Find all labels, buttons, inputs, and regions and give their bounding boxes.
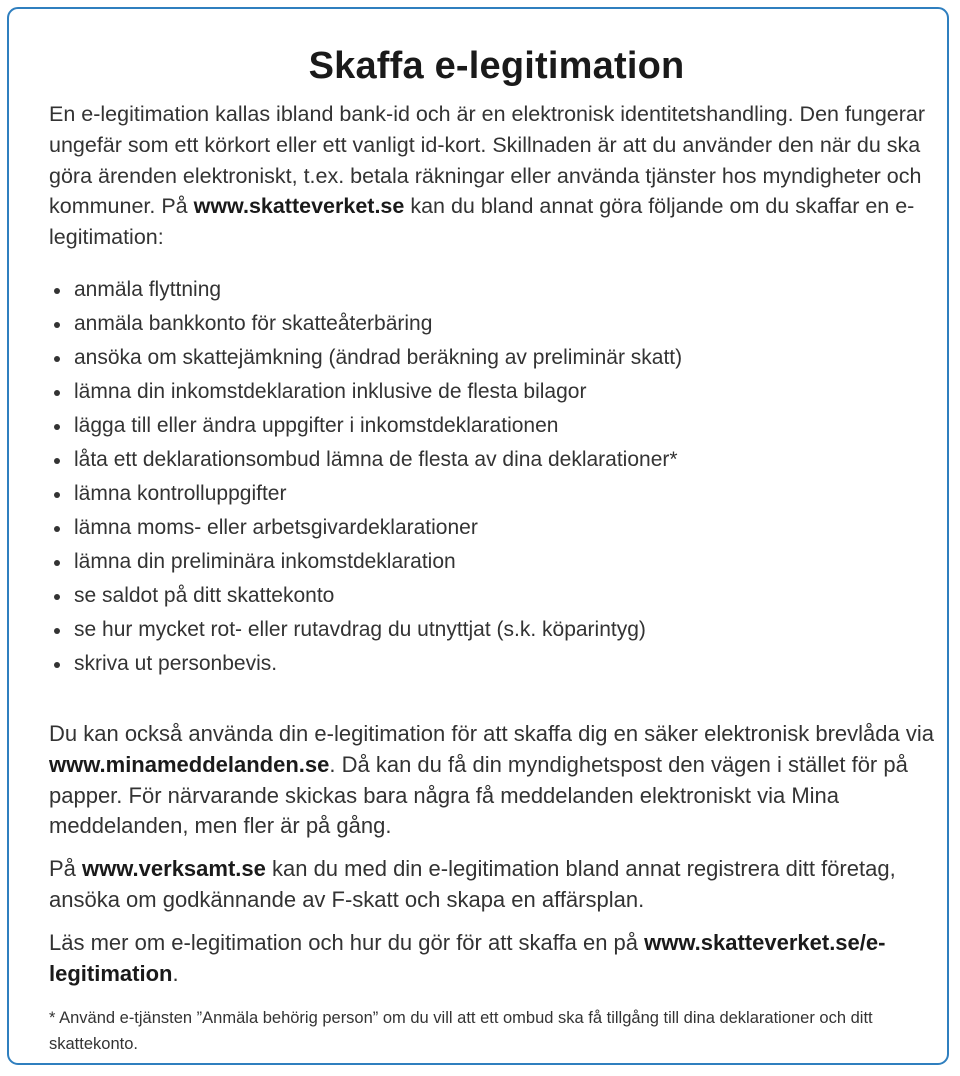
- intro-paragraph: [49, 99, 944, 253]
- footnote: * Använd e-tjänsten ”Anmäla behörig person” om du vill att ett ombud ska få tillgång till dina deklarationer och ditt skattekonto.: [49, 1009, 873, 1054]
- intro-text-after-link: kan du bland annat göra följande om du skaffar en e-legitimation:: [49, 194, 915, 250]
- skatteverket-link[interactable]: www.skatteverket.se: [193, 194, 405, 219]
- verksamt-text-before-link: På: [49, 856, 83, 882]
- read-more-paragraph: [49, 928, 944, 990]
- mina-meddelanden-paragraph: [49, 719, 944, 842]
- verksamt-link[interactable]: www.verksamt.se: [82, 856, 266, 882]
- list-item: lämna moms- eller arbetsgivardeklarationer: [49, 511, 944, 545]
- list-item: anmäla bankkonto för skatteåterbäring: [49, 307, 944, 341]
- list-item: lämna kontrolluppgifter: [49, 477, 944, 511]
- list-item: se saldot på ditt skattekonto: [49, 579, 944, 613]
- list-item: lämna din preliminära inkomstdeklaration: [49, 545, 944, 579]
- list-item: låta ett deklarationsombud lämna de flesta av dina deklarationer*: [49, 443, 944, 477]
- info-box: [7, 7, 949, 1065]
- list-item: anmäla flyttning: [49, 273, 944, 307]
- mina-text-after-link: . Då kan du få din myndighetspost den vägen i stället för på papper. För närvarande skickas bara några få meddelanden elektroniskt via Mina meddelanden, men fler är på gång.: [49, 751, 908, 839]
- list-item: se hur mycket rot- eller rutavdrag du utnyttjat (s.k. köparintyg): [49, 613, 944, 647]
- verksamt-paragraph: [49, 854, 944, 916]
- read-more-text-after-link: .: [172, 960, 179, 986]
- list-item: lämna din inkomstdeklaration inklusive de flesta bilagor: [49, 375, 944, 409]
- e-services-list: [49, 273, 944, 681]
- page-title: Skaffa e-legitimation: [308, 45, 685, 87]
- intro-text-before-link: En e-legitimation kallas ibland bank-id och är en elektronisk identitetshandling. Den fungerar ungefär som ett körkort eller ett vanligt id-kort. Skillnaden är att du använder den när du ska göra ärenden elektroniskt, t.ex. betala räkningar eller använda tjänster hos myndigheter och kommuner. På: [49, 102, 926, 219]
- list-item: skriva ut personbevis.: [49, 647, 944, 681]
- verksamt-text-after-link: kan du med din e-legitimation bland annat registrera ditt företag, ansöka om godkännande av F-skatt och skapa en affärsplan.: [49, 856, 896, 912]
- list-item: lägga till eller ändra uppgifter i inkomstdeklarationen: [49, 409, 944, 443]
- e-legitimation-link[interactable]: www.skatteverket.se/e-legitimation: [49, 929, 886, 986]
- read-more-text-before-link: Läs mer om e-legitimation och hur du gör för att skaffa en på: [49, 929, 645, 955]
- minameddelanden-link[interactable]: www.minameddelanden.se: [49, 751, 330, 777]
- info-box-content: [49, 41, 944, 1057]
- mina-text-before-link: Du kan också använda din e-legitimation för att skaffa dig en säker elektronisk brevlåda via: [49, 720, 934, 746]
- list-item: ansöka om skattejämkning (ändrad beräkning av preliminär skatt): [49, 341, 944, 375]
